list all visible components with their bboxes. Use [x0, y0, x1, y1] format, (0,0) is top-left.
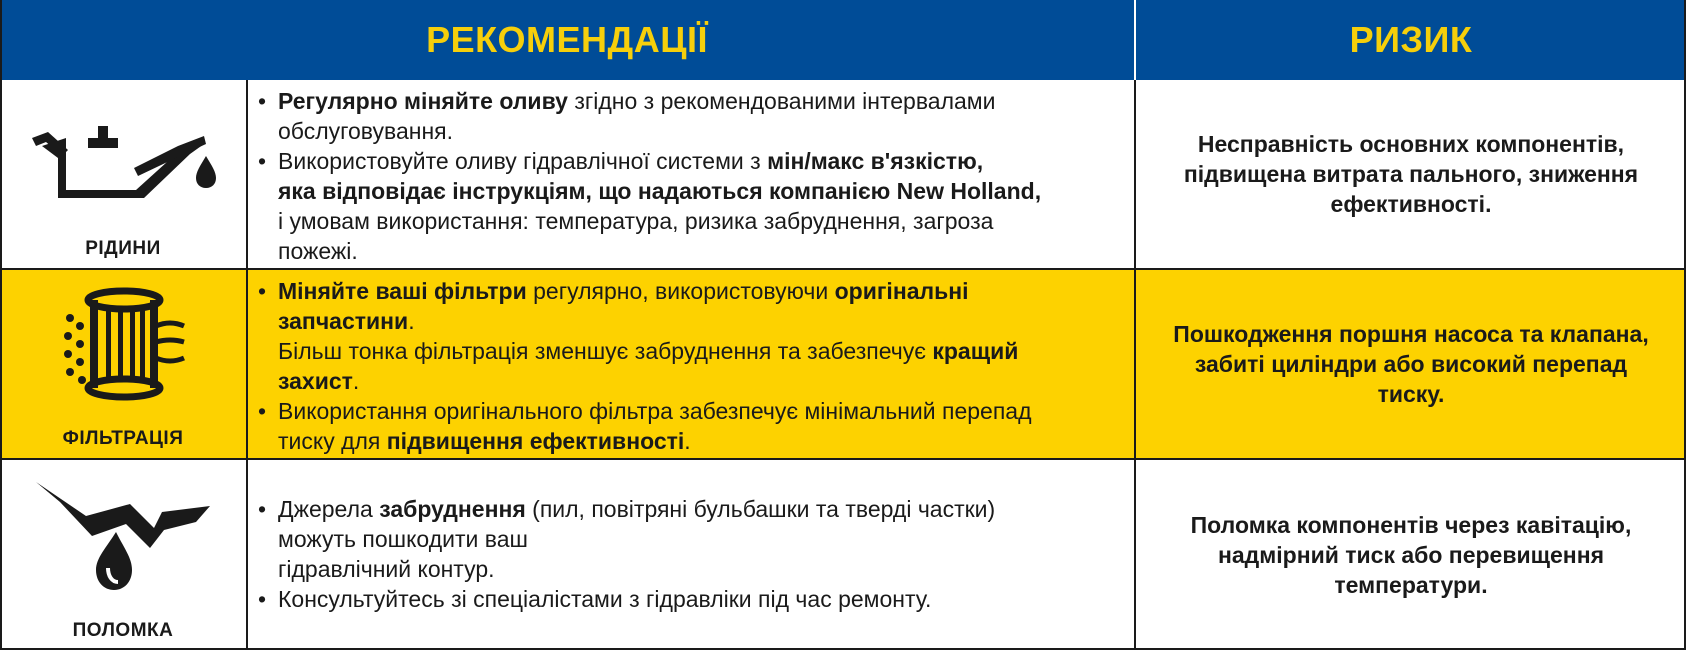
- risk-line: надмірний тиск або перевищення: [1217, 542, 1605, 568]
- broken-pipe-drop-icon: [34, 478, 214, 598]
- bullet-item: [258, 146, 1041, 266]
- text: Більш тонка фільтрація зменшує забруднення та забезпечує: [278, 338, 933, 364]
- text: .: [408, 308, 415, 334]
- table-left-border: [0, 0, 2, 650]
- recommendation-cell: [258, 270, 1128, 458]
- recommendations-header: РЕКОМЕНДАЦІЇ: [426, 19, 708, 60]
- bullet-item: [258, 396, 1032, 456]
- bold-text: захист: [278, 368, 353, 394]
- row-label: ПОЛОМКА: [72, 620, 174, 641]
- bold-text: Регулярно міняйте оливу: [278, 88, 568, 114]
- recommendation-cell: [258, 80, 1128, 268]
- icon-cell: [0, 460, 246, 650]
- bold-text: оригінальні: [834, 278, 969, 304]
- text: регулярно, використовуючи: [526, 278, 835, 304]
- bullet-item: [258, 86, 1041, 146]
- line: [278, 276, 1032, 306]
- bold-text: Міняйте ваші фільтри: [278, 278, 527, 304]
- bold-text: забруднення: [379, 496, 526, 522]
- line: [278, 366, 1032, 396]
- filter-icon: [60, 286, 186, 402]
- text: .: [684, 428, 691, 454]
- bold-text: яка відповідає інструкціям, що надаються компанією New Holland,: [278, 178, 1042, 204]
- bold-text: підвищення ефективності: [386, 428, 685, 454]
- risk-header: РИЗИК: [1349, 19, 1473, 60]
- text: можуть пошкодити ваш: [278, 526, 528, 552]
- bold-text: кращий: [932, 338, 1019, 364]
- text: (пил, повітряні бульбашки та тверді частки): [525, 496, 996, 522]
- bullet-item: [258, 584, 995, 614]
- text: .: [352, 368, 360, 394]
- text: Використовуйте оливу гідравлічної системи з: [278, 148, 768, 174]
- text: і умовам використання: температура, ризика забруднення, загроза: [278, 208, 994, 234]
- icon-cell: [0, 270, 246, 458]
- text: гідравлічний контур.: [278, 556, 495, 582]
- line: [278, 554, 995, 584]
- line: [278, 146, 1041, 176]
- recommendation-cell: [258, 460, 1128, 650]
- text: тиску для: [278, 428, 387, 454]
- table-row-filtration: [0, 270, 1686, 458]
- row-label: РІДИНИ: [85, 238, 161, 259]
- risk-cell: [1136, 80, 1686, 268]
- risk-cell: [1136, 460, 1686, 650]
- row-label: ФІЛЬТРАЦІЯ: [62, 428, 184, 449]
- line: [278, 116, 1041, 146]
- risk-cell: [1136, 270, 1686, 458]
- risk-line: Пошкодження поршня насоса та клапана,: [1173, 321, 1649, 347]
- line: [278, 336, 1032, 366]
- line: [278, 236, 1041, 266]
- line: [278, 524, 995, 554]
- line: [278, 86, 1041, 116]
- bullet-icon: •: [258, 88, 267, 114]
- line: [278, 396, 1032, 426]
- bullet-item: [258, 494, 995, 584]
- bullet-icon: •: [258, 148, 267, 174]
- text: пожежі.: [278, 238, 358, 264]
- bullet-icon: •: [258, 586, 267, 612]
- bullet-item: [258, 276, 1032, 396]
- bullet-icon: •: [258, 496, 267, 522]
- oil-can-icon: [28, 118, 218, 208]
- risk-line: тиску.: [1377, 381, 1445, 407]
- text: Джерела: [278, 496, 380, 522]
- text: обслуговування.: [278, 118, 454, 144]
- risk-line: підвищена витрата пального, зниження: [1183, 161, 1639, 187]
- text: Використання оригінального фільтра забезпечує мінімальний перепад: [278, 398, 1032, 424]
- line: [278, 306, 1032, 336]
- text: Консультуйтесь зі спеціалістами з гідравліки під час ремонту.: [278, 586, 932, 612]
- risk-line: ефективності.: [1330, 191, 1492, 217]
- row-divider: [0, 458, 1686, 460]
- bullet-icon: •: [258, 278, 267, 304]
- icon-cell: [0, 80, 246, 268]
- risk-line: температури.: [1334, 572, 1488, 598]
- table-header: [0, 0, 1686, 80]
- bold-text: запчастини: [278, 308, 409, 334]
- risk-line: забиті циліндри або високий перепад: [1194, 351, 1628, 377]
- column-divider: [1134, 80, 1136, 650]
- text: згідно з рекомендованими інтервалами: [567, 88, 996, 114]
- line: [278, 584, 995, 614]
- table-row-fluids: [0, 80, 1686, 268]
- line: [278, 176, 1041, 206]
- risk-line: Поломка компонентів через кавітацію,: [1190, 512, 1632, 538]
- column-divider: [246, 80, 248, 650]
- row-divider: [0, 268, 1686, 270]
- bullet-icon: •: [258, 398, 267, 424]
- bold-text: мін/макс в'язкістю,: [767, 148, 984, 174]
- line: [278, 206, 1041, 236]
- line: [278, 426, 1032, 456]
- risk-line: Несправність основних компонентів,: [1197, 131, 1625, 157]
- line: [278, 494, 995, 524]
- table-row-breakdown: [0, 460, 1686, 650]
